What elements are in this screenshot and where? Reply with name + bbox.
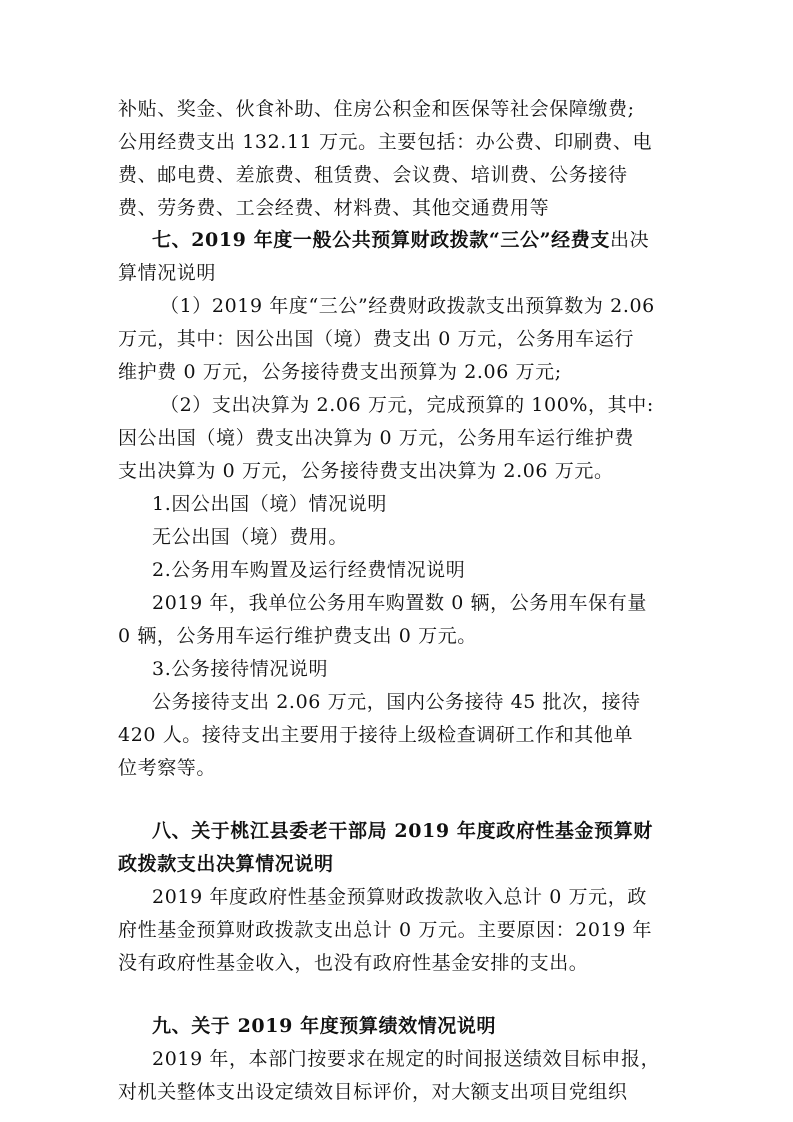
subsection-title: 2.公务用车购置及运行经费情况说明 (152, 559, 466, 581)
text-line: 府性基金预算财政拨款支出总计 0 万元。主要原因：2019 年 (118, 919, 653, 941)
text-line: 0 辆，公务用车运行维护费支出 0 万元。 (118, 625, 477, 647)
subsection-title: 3.公务接待情况说明 (152, 658, 329, 680)
section-7-heading-bold: 七、2019 年度一般公共预算财政拨款“三公”经费支 (152, 229, 610, 251)
text-line: 位考察等。 (118, 757, 217, 779)
section-7-heading-line2: 算情况说明 (118, 262, 217, 284)
text-line: 无公出国（境）费用。 (152, 526, 349, 548)
section-7-heading (152, 226, 678, 254)
text-line: 维护费 0 万元，公务接待费支出预算为 2.06 万元; (118, 361, 562, 383)
text-line: 2019 年，我单位公务用车购置数 0 辆，公务用车保有量 (152, 592, 647, 614)
text-line: 420 人。接待支出主要用于接待上级检查调研工作和其他单 (118, 724, 634, 746)
section-7-heading-rest: 出决 (609, 229, 650, 251)
text-line: 费、劳务费、工会经费、材料费、其他交通费用等 (118, 197, 550, 219)
section-8-heading: 八、关于桃江县委老干部局 2019 年度政府性基金预算财 (152, 820, 653, 842)
text-line: 费、邮电费、差旅费、租赁费、会议费、培训费、公务接待 (118, 164, 628, 186)
text-line: 公务接待支出 2.06 万元，国内公务接待 45 批次，接待 (152, 691, 641, 713)
text-line: 万元，其中：因公出国（境）费支出 0 万元，公务用车运行 (118, 328, 634, 350)
text-line: 补贴、奖金、伙食补助、住房公积金和医保等社会保障缴费; (118, 98, 635, 120)
text-line: （2）支出决算为 2.06 万元，完成预算的 100%，其中: (160, 394, 654, 416)
text-line: 支出决算为 0 万元，公务接待费支出决算为 2.06 万元。 (118, 460, 614, 482)
text-line: 对机关整体支出设定绩效目标评价，对大额支出项目党组织 (118, 1081, 628, 1103)
text-line: 公用经费支出 132.11 万元。主要包括：办公费、印刷费、电 (118, 131, 653, 153)
section-8-heading-line2: 政拨款支出决算情况说明 (118, 853, 334, 875)
text-line: 2019 年，本部门按要求在规定的时间报送绩效目标申报， (152, 1048, 661, 1070)
text-line: （1）2019 年度“三公”经费财政拨款支出预算数为 2.06 (160, 295, 655, 317)
text-line: 没有政府性基金收入，也没有政府性基金安排的支出。 (118, 952, 589, 974)
subsection-title: 1.因公出国（境）情况说明 (152, 493, 387, 515)
text-line: 因公出国（境）费支出决算为 0 万元，公务用车运行维护费 (118, 427, 634, 449)
section-9-heading: 九、关于 2019 年度预算绩效情况说明 (152, 1015, 497, 1037)
text-line: 2019 年度政府性基金预算财政拨款收入总计 0 万元，政 (152, 886, 647, 908)
